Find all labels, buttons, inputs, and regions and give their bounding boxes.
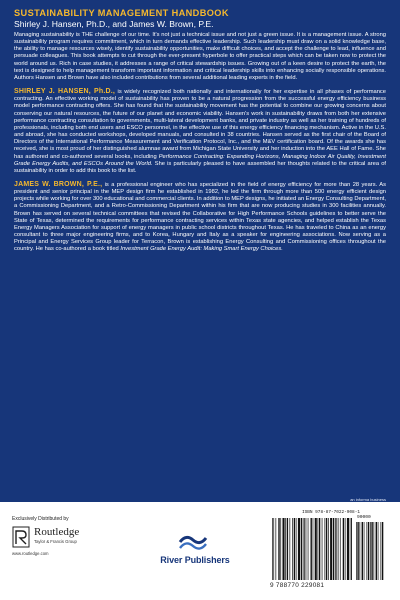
author-name-hansen: SHIRLEY J. HANSEN, Ph.D., [14, 88, 116, 96]
barcode-addon-digits: 90000 [357, 515, 371, 520]
routledge-subtitle: Taylor & Francis Group [34, 539, 77, 544]
barcode [270, 510, 388, 592]
barcode-number: 9 788770 229081 [270, 582, 325, 589]
bio-text-brown: is a professional engineer who has specialized in the field of energy efficiency for more than 28 years. As president and senior principal in the MEP design firm he established in 1982, he led the firm through more than 500 energy efficient design projects while working for over 300 educational and commercial clients. In addition to MEP designs, he initiated an Energy Consulting Department, a Commissioning Department, and a Retro-Commissioning Department within his firm that are now producing studies in 300 facilities annually. Brown has served on several technical committees that revised the Collaborative for High Performance Schools guidelines to better serve the State of Texas, determined the requirements for performance contracting services within Texas state agencies, and helped establish the Texas Energy Managers Association for support of energy managers in public school districts throughout Texas. He has traveled to China as an energy consultant to three major engineering firms, and to Korea, Hungary and Italy as a speaker for engineering associations. Now serving as a Principal and Energy Services Group leader for Terracon, Brown is establishing Energy Consulting and Commissioning offices throughout the country. He has co-authored a book titled [14, 181, 387, 253]
bio-text-end-hansen: She is particularly pleased to have assembled her thoughts related to the critical area of sustainability in order to add this book to the list. [14, 160, 387, 174]
barcode-addon-bars-icon [356, 522, 384, 580]
isbn-text: ISBN 978-87-7022-908-1 [302, 510, 360, 515]
informa-tagline: an informa business [350, 497, 386, 502]
author-name-brown: JAMES W. BROWN, P.E., [14, 180, 103, 188]
barcode-bars-icon [272, 518, 352, 580]
river-publishers-logo [150, 532, 240, 572]
routledge-mark-icon [12, 526, 30, 548]
book-title: SUSTAINABILITY MANAGEMENT HANDBOOK [14, 8, 229, 18]
routledge-name: Routledge [34, 526, 80, 538]
routledge-url: www.routledge.com [12, 551, 49, 556]
author-bio-brown [14, 181, 386, 254]
river-wave-icon [178, 532, 208, 552]
publisher-strip [0, 502, 400, 600]
river-publishers-name: River Publishers [160, 555, 230, 565]
authors-line: Shirley J. Hansen, Ph.D., and James W. Brown, P.E. [14, 19, 214, 29]
bio-text-hansen: is widely recognized both nationally and internationally for her expertise in all phases of performance contracting. An effective working model of sustainability has proven to be a natural progression from the successful energy efficiency business model performance contracting offers. She has found that the sustainability movement has the potential to combine our growing concerns about conserving our natural resources, the future of our planet and economic viability. Hansen's work in sustainability draws from both her extensive performance contracting consultation to governments, multi-lateral development banks, and private industry as well as her training of hundreds of professionals, including both end users and ESCO personnel, in the effective use of this energy efficiency financing mechanism. Active in the U.S. and abroad, she has conducted workshops, developed manuals, and consulted in 38 countries. Hansen served as the first chair of the Board of Directors of the International Performance Measurement and Verification Protocol, Inc., and the M&V certification board. Of the awards she has received, she is most proud of her distinguished alumnae award from Michigan State University and her induction into the AEE Hall of Fame. She has authored and co-authored several books, including [14, 89, 386, 160]
book-description: Managing sustainability is THE challenge of our time. It's not just a technical issue and not just a green issue. It is a management issue. A strong sustainability program requires commitment, which in turn demands effective leadership. Such leadership must draw on a solid knowledge base, the ability to manage resources wisely, identify sustainability opportunities, make difficult choices, and accept the challenge to lead, influence and persuade colleagues. This book attempts to cut through the ever-present hyperbole to offer practical steps which can be taken now to protect the world around us. Rich in case studies, it addresses a range of critical stewardship issues. Growing out of a keen desire to protect the earth, the text is designed to help management transform important information and critical leadership skills into enhancing socially responsible operations. Authors Hansen and Brown have also included contributions from several additional leading experts in the field. [14, 32, 386, 81]
distributed-by-label: Exclusively Distributed by [12, 516, 69, 522]
author-bio-hansen [14, 88, 386, 175]
cover-text-block [14, 8, 386, 260]
bio-book-brown: Investment Grade Energy Audit: Making Smart Energy Choices. [120, 246, 283, 253]
bio-books-hansen: Performance Contracting: Expanding Horizons, Managing Indoor Air Quality, Investment Grade Energy Audits, and ESCOs Around the World. [14, 153, 386, 167]
routledge-logo [12, 526, 112, 556]
